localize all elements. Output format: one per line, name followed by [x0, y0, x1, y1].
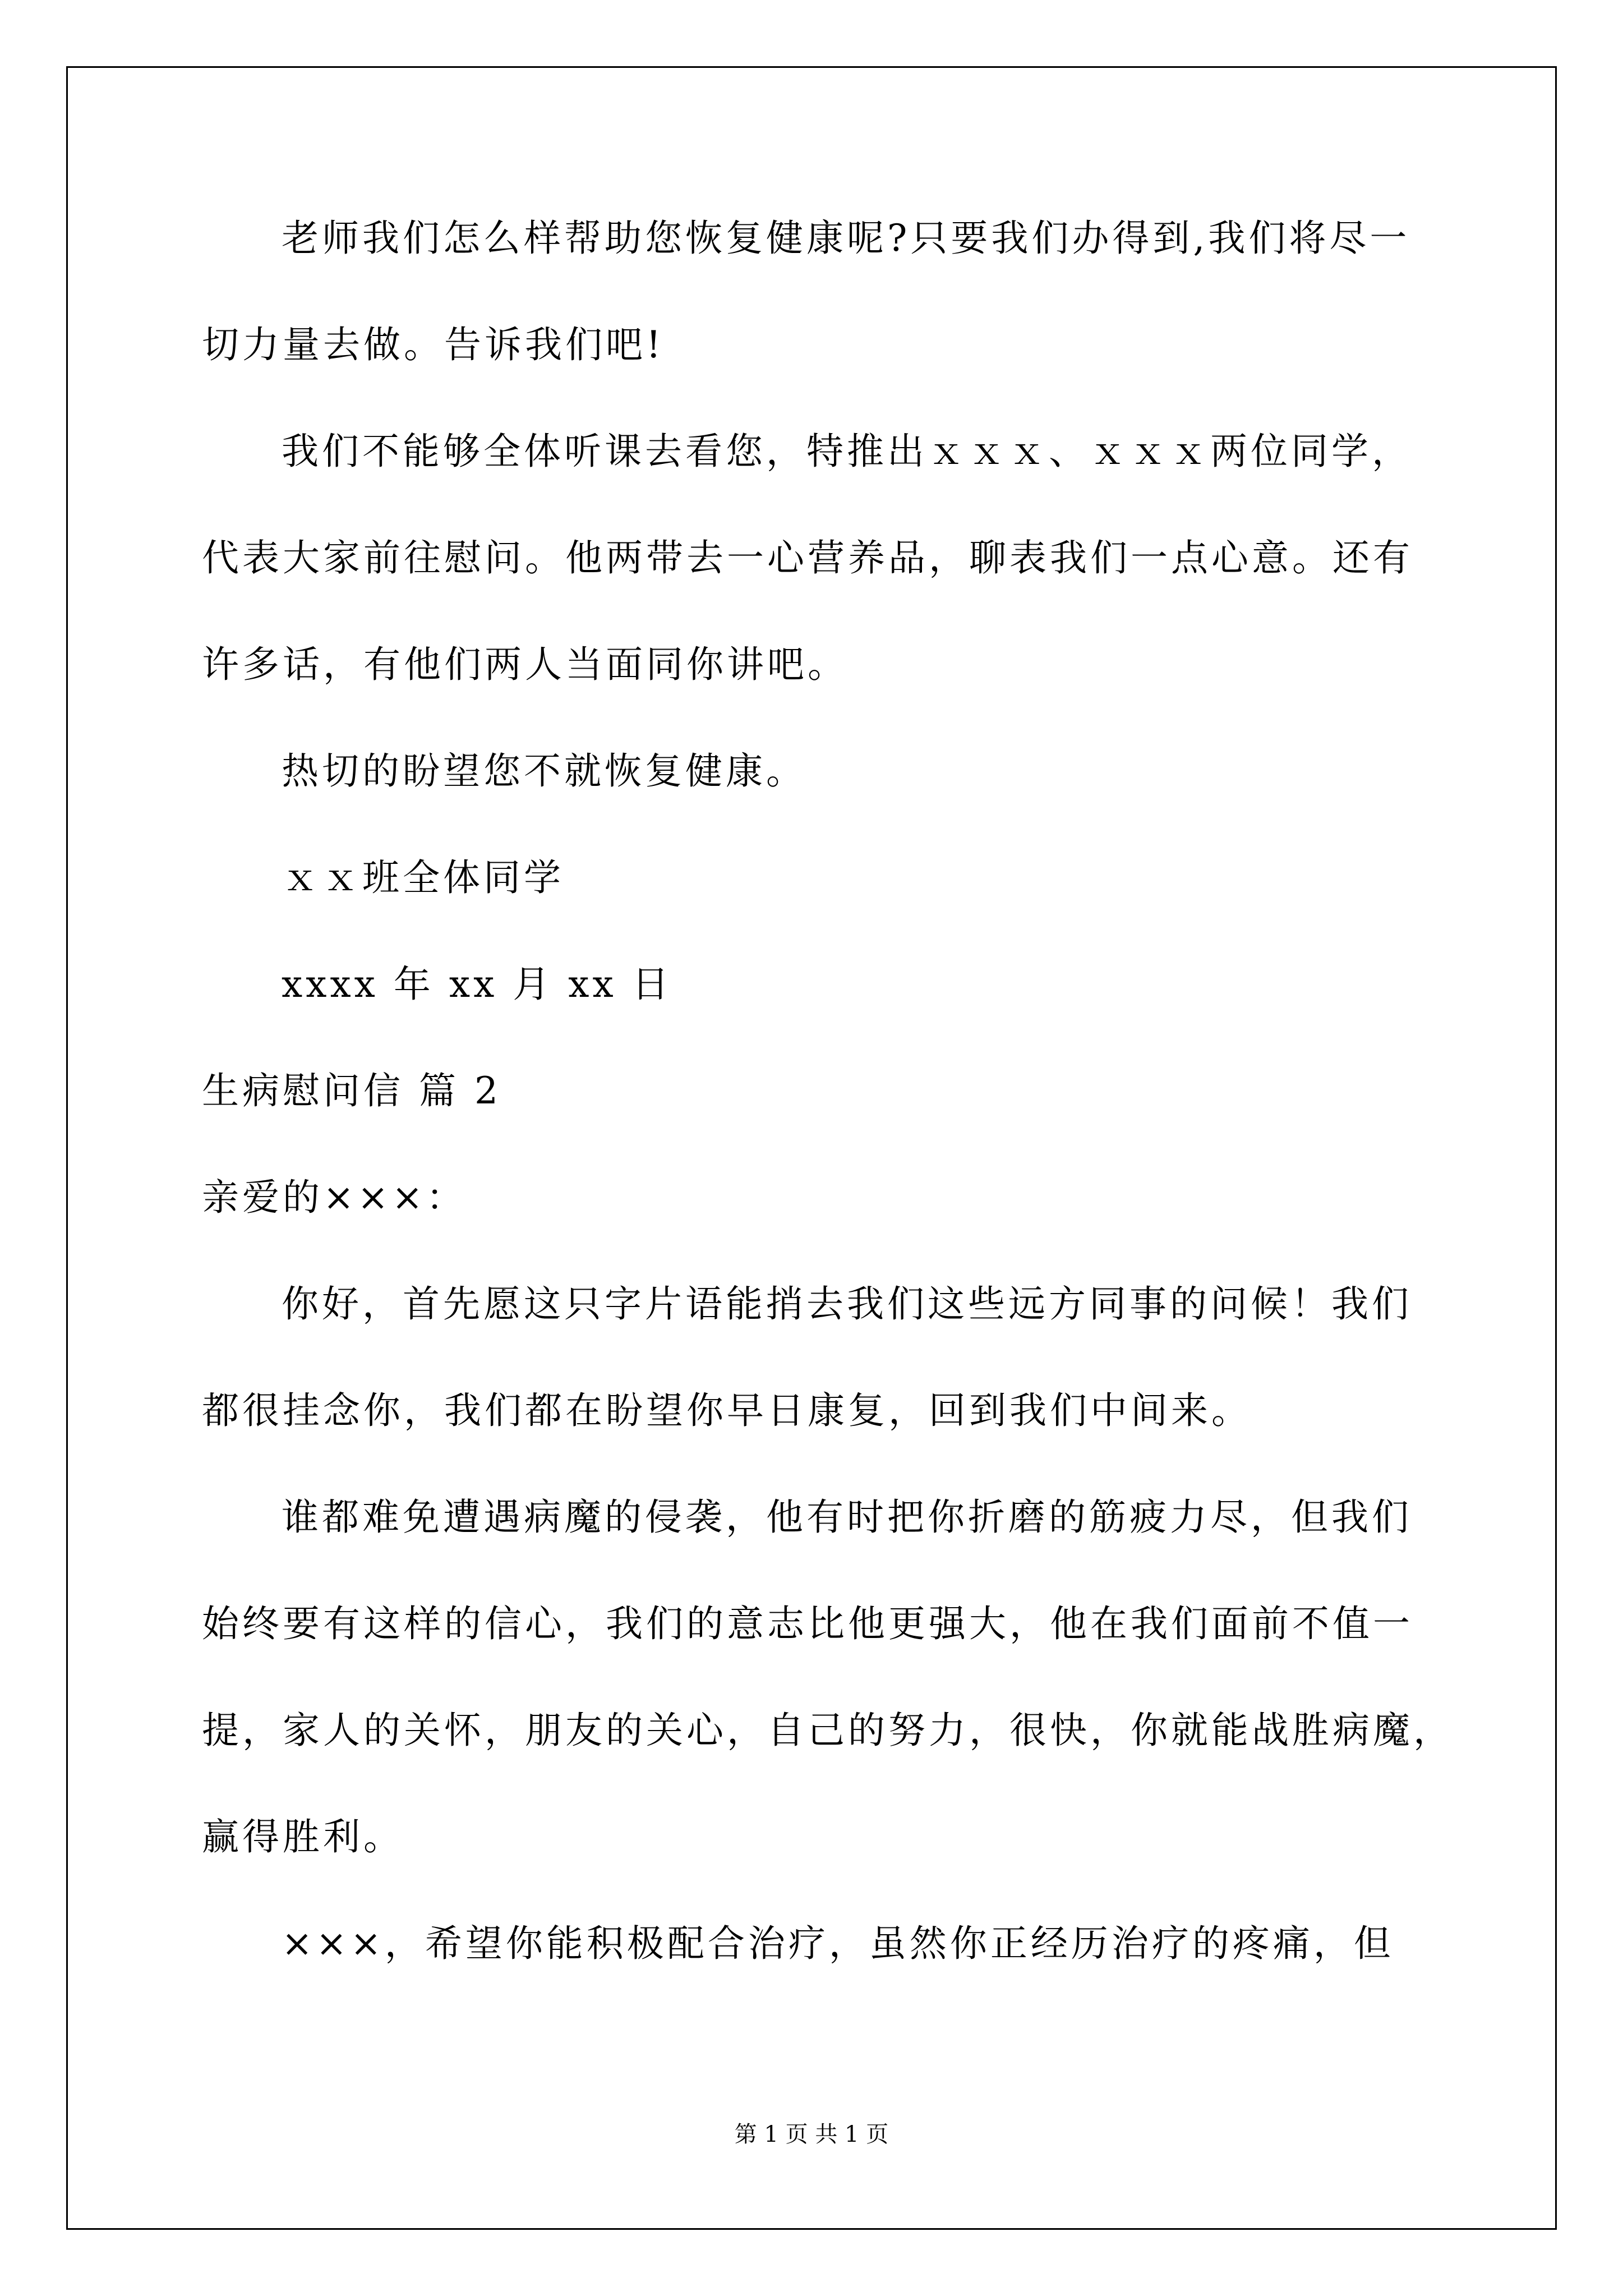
signature-line: ｘｘ班全体同学 — [282, 856, 564, 899]
paragraph-line: 提，家人的关怀，朋友的关心，自己的努力，很快，你就能战胜病魔， — [202, 1709, 1454, 1752]
date-line: xxxx 年 xx 月 xx 日 — [282, 963, 672, 1006]
paragraph-line: 谁都难免遭遇病魔的侵袭，他有时把你折磨的筋疲力尽，但我们 — [282, 1496, 1412, 1539]
paragraph-line: 我们不能够全体听课去看您，特推出ｘｘｘ、ｘｘｘ两位同学， — [282, 430, 1412, 473]
page-footer: 第 1 页 共 1 页 — [734, 2122, 889, 2147]
paragraph-line: 许多话，有他们两人当面同你讲吧。 — [202, 643, 848, 686]
paragraph-line: 都很挂念你，我们都在盼望你早日康复，回到我们中间来。 — [202, 1389, 1252, 1432]
paragraph-line: 你好，首先愿这只字片语能捎去我们这些远方同事的问候！我们 — [282, 1282, 1412, 1326]
paragraph-line: 始终要有这样的信心，我们的意志比他更强大，他在我们面前不值一 — [202, 1602, 1413, 1645]
paragraph-line: 热切的盼望您不就恢复健康。 — [282, 749, 806, 793]
paragraph-line: 赢得胜利。 — [202, 1815, 404, 1858]
page-border — [66, 66, 1557, 2230]
paragraph-line: 切力量去做。告诉我们吧! — [202, 323, 665, 366]
paragraph-line: 老师我们怎么样帮助您恢复健康呢?只要我们办得到,我们将尽一 — [282, 217, 1410, 260]
section-heading: 生病慰问信 篇 2 — [202, 1069, 501, 1112]
paragraph-line: ×××，希望你能积极配合治疗，虽然你正经历治疗的疼痛，但 — [282, 1922, 1394, 1965]
paragraph-line: 代表大家前往慰问。他两带去一心营养品，聊表我们一点心意。还有 — [202, 536, 1413, 579]
salutation-line: 亲爱的×××： — [202, 1176, 467, 1219]
